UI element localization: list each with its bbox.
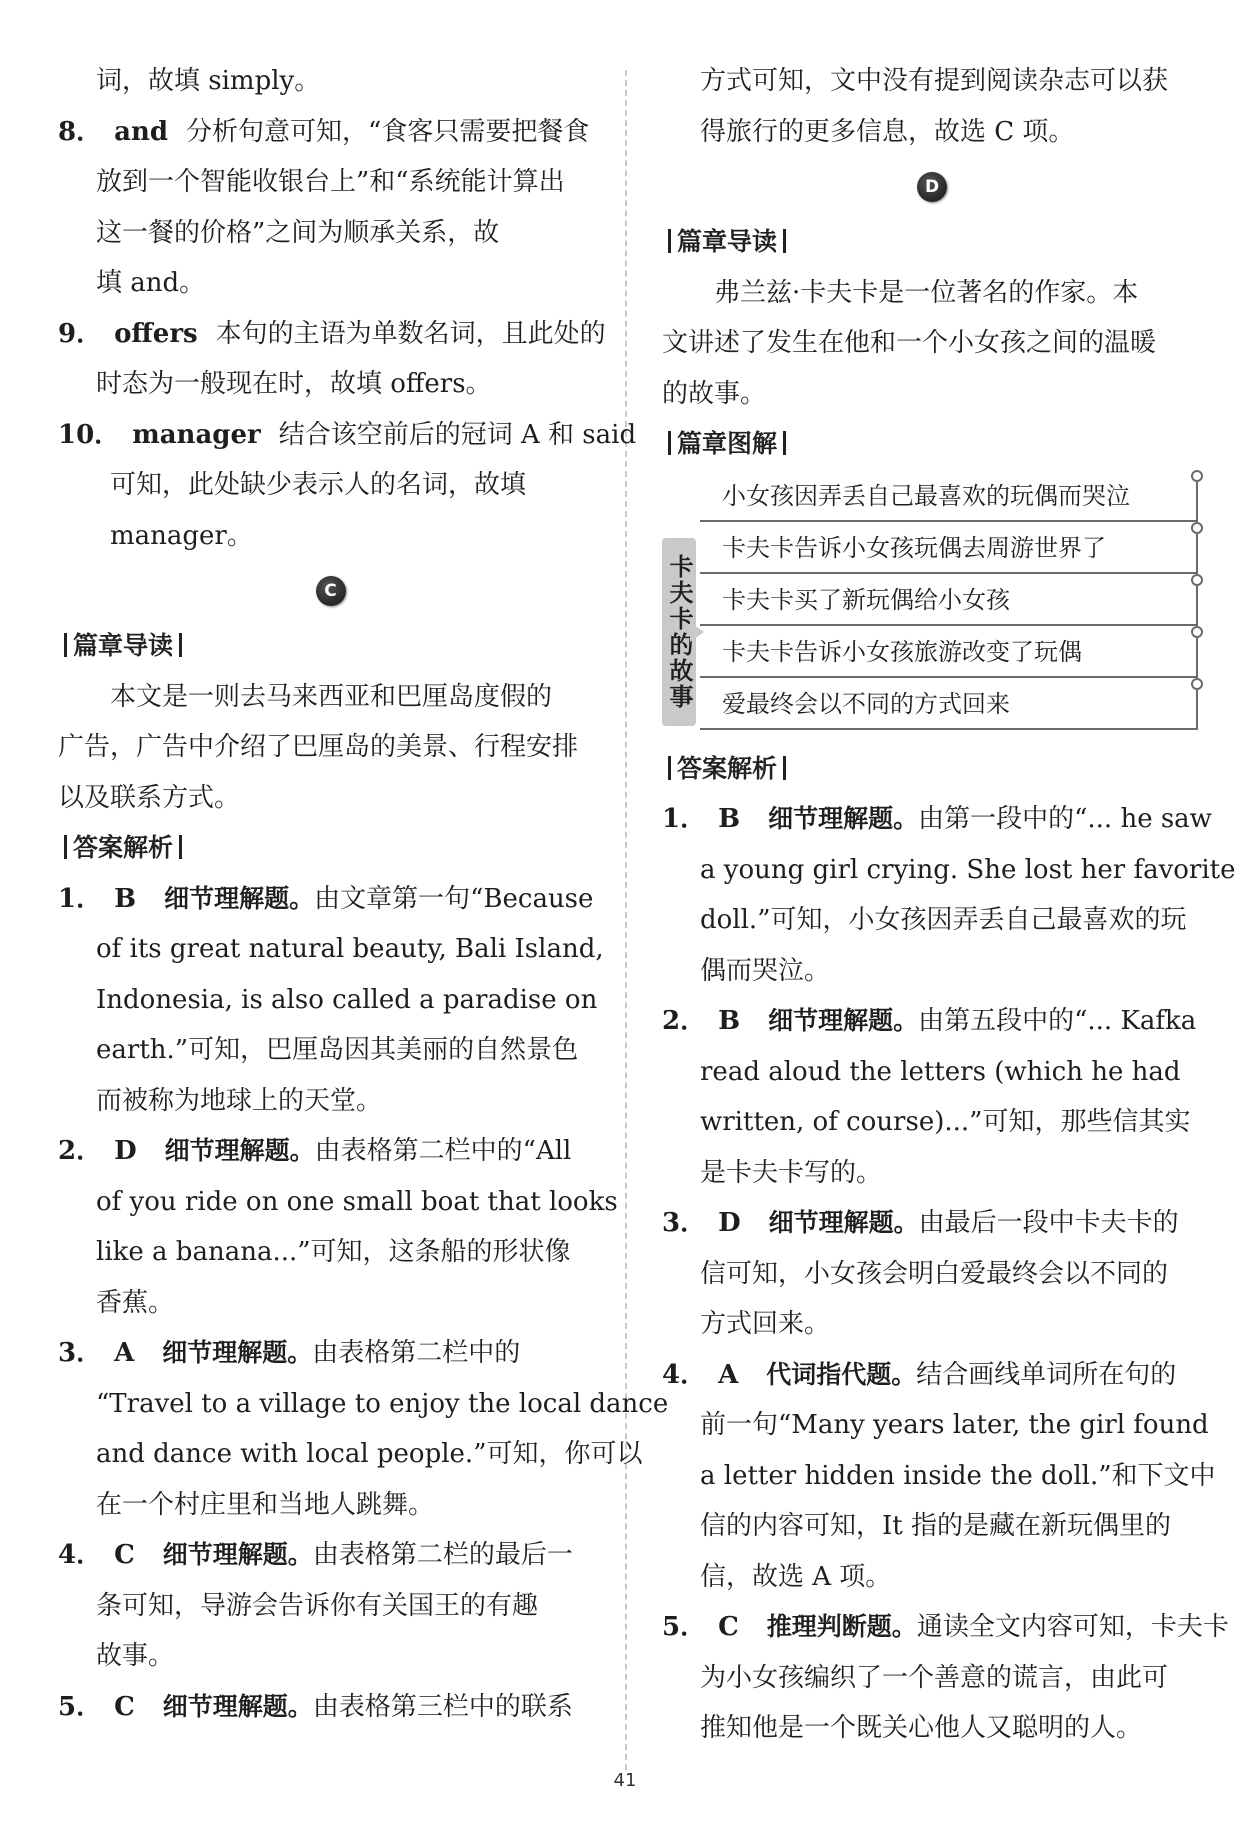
text-line: 由第一段中的“... he saw <box>918 804 1212 834</box>
answer-item-1 <box>58 874 603 1127</box>
answer-item-3 <box>662 1198 1202 1350</box>
diagram-step: 卡夫卡告诉小女孩旅游改变了玩偶 <box>700 632 1198 678</box>
text-line: earth.”可知，巴厘岛因其美丽的自然景色 <box>96 1035 579 1065</box>
text-line: Indonesia, is also called a paradise on <box>96 984 598 1015</box>
text-line: of its great natural beauty, Bali Island, <box>96 934 604 964</box>
answer-letter: A <box>718 1359 739 1390</box>
text-line: 偶而哭泣。 <box>700 955 831 986</box>
item-number: 5． <box>58 1691 103 1722</box>
answer-letter: C <box>114 1691 135 1722</box>
answer-item-1 <box>662 794 1236 996</box>
diagram-step: 小女孩因弄丢自己最喜欢的玩偶而哭泣 <box>700 476 1198 522</box>
item-number: 4． <box>662 1359 707 1390</box>
badge-letter: C <box>316 576 346 606</box>
text-line: 结合该空前后的冠词 A 和 said <box>278 419 637 450</box>
text-line: 时态为一般现在时，故填 offers。 <box>96 369 492 399</box>
text-line: 信的内容可知，It 指的是藏在新玩偶里的 <box>700 1511 1171 1541</box>
answer-item-2 <box>662 996 1202 1198</box>
text-line: 在一个村庄里和当地人跳舞。 <box>96 1489 435 1520</box>
text-line: “Travel to a village to enjoy the local dance <box>96 1388 669 1419</box>
question-type: 细节理解题。 <box>164 1136 315 1165</box>
item-number: 3． <box>58 1338 103 1368</box>
answer-letter: C <box>114 1540 135 1570</box>
text-line: read aloud the letters (which he had <box>700 1056 1181 1087</box>
answer-letter: B <box>718 804 741 834</box>
text-line: 是卡夫卡写的。 <box>700 1157 883 1188</box>
text-line: 由最后一段中卡夫卡的 <box>918 1208 1179 1238</box>
answer-item-9 <box>58 309 606 410</box>
answer-letter: B <box>114 883 137 914</box>
item-number: 8． <box>58 116 103 147</box>
text-line: 分析句意可知，“食客只需要把餐食 <box>186 116 590 147</box>
text-line: 本文是一则去马来西亚和巴厘岛度假的 <box>110 681 553 712</box>
text-line: 可知，此处缺少表示人的名词，故填 <box>110 470 527 500</box>
answer-letter: B <box>718 1006 741 1036</box>
text-line: 前一句“Many years later, the girl found <box>700 1410 1209 1440</box>
question-type: 细节理解题。 <box>768 1208 919 1237</box>
text-line: 信可知，小女孩会明白爱最终会以不同的 <box>700 1258 1169 1289</box>
text-line: 由表格第二栏中的 <box>312 1338 521 1368</box>
answer-item-4 <box>662 1350 1216 1603</box>
question-type: 细节理解题。 <box>164 883 315 913</box>
section-badge-c <box>58 561 603 621</box>
page-number: 41 <box>613 1770 637 1791</box>
item-number: 4． <box>58 1540 103 1570</box>
text-line: 香蕉。 <box>96 1287 175 1318</box>
text-line: 广告，广告中介绍了巴厘岛的美景、行程安排 <box>58 732 579 762</box>
item-number: 2． <box>662 1006 707 1036</box>
text-line: 由表格第三栏中的联系 <box>312 1691 573 1722</box>
diagram-title: 卡夫卡的故事 <box>662 538 696 726</box>
answer-item-10 <box>58 410 637 562</box>
text-line: 文讲述了发生在他和一个小女孩之间的温暖 <box>662 328 1157 358</box>
text-line: 而被称为地球上的天堂。 <box>96 1085 383 1116</box>
answer-item-4 <box>58 1530 603 1682</box>
item-number: 2． <box>58 1136 103 1166</box>
text-line: a letter hidden inside the doll.”和下文中 <box>700 1460 1216 1491</box>
question-type: 代词指代题。 <box>766 1359 917 1389</box>
diagram-step: 卡夫卡买了新玩偶给小女孩 <box>700 580 1198 626</box>
item-number: 1． <box>58 883 103 914</box>
answer-item-3 <box>58 1328 669 1530</box>
text-line: 以及联系方式。 <box>58 782 241 813</box>
section-heading: 篇章图解 <box>662 419 1202 470</box>
text-line: of you ride on one small boat that looks <box>96 1186 618 1217</box>
text-line: 弗兰兹·卡夫卡是一位著名的作家。本 <box>714 277 1139 308</box>
text-line: 故事。 <box>96 1641 175 1671</box>
section-heading: 篇章导读 <box>662 217 1202 268</box>
answer-word: and <box>114 116 169 147</box>
answer-item-5 <box>662 1602 1229 1754</box>
answer-item-5 <box>58 1682 603 1733</box>
text-line: written, of course)...”可知，那些信其实 <box>700 1107 1191 1137</box>
text-line: like a banana...”可知，这条船的形状像 <box>96 1237 571 1267</box>
text-line: 方式可知，文中没有提到阅读杂志可以获 <box>700 66 1169 96</box>
answer-word: offers <box>114 318 198 349</box>
text-line: 为小女孩编织了一个善意的谎言，由此可 <box>700 1662 1169 1693</box>
text-line: a young girl crying. She lost her favorite <box>700 854 1236 885</box>
answer-word: manager <box>132 419 261 450</box>
item-number: 3． <box>662 1208 707 1238</box>
question-type: 细节理解题。 <box>768 1006 919 1035</box>
text-line: 词，故填 simply。 <box>96 66 321 96</box>
text-line: 推知他是一个既关心他人又聪明的人。 <box>700 1713 1143 1743</box>
section-heading: 答案解析 <box>662 744 1202 795</box>
text-line: doll.”可知，小女孩因弄丢自己最喜欢的玩 <box>700 905 1187 935</box>
column-divider <box>625 70 627 1770</box>
text-line: 信，故选 A 项。 <box>700 1561 892 1592</box>
answer-item-8 <box>58 107 603 309</box>
item-number: 5． <box>662 1612 707 1642</box>
section-heading: 答案解析 <box>58 823 603 874</box>
section-heading: 篇章导读 <box>58 621 603 672</box>
item-number: 1． <box>662 804 707 834</box>
answer-letter: C <box>718 1612 739 1642</box>
item-number: 10． <box>58 419 121 450</box>
text-line: 的故事。 <box>662 378 767 409</box>
text-line: 由文章第一句“Because <box>314 883 594 914</box>
text-line: 由第五段中的“... Kafka <box>918 1006 1197 1036</box>
text-line: 填 and。 <box>96 268 206 298</box>
question-type: 细节理解题。 <box>768 804 919 833</box>
diagram-step: 卡夫卡告诉小女孩玩偶去周游世界了 <box>700 528 1198 574</box>
answer-letter: D <box>114 1136 137 1166</box>
text-line: 本句的主语为单数名词，且此处的 <box>215 318 606 349</box>
text-line: 这一餐的价格”之间为顺承关系，故 <box>96 217 500 248</box>
question-type: 推理判断题。 <box>766 1612 917 1641</box>
right-column <box>662 56 1236 1754</box>
text-line: 结合画线单词所在句的 <box>916 1359 1177 1390</box>
text-line: manager。 <box>110 520 253 551</box>
question-type: 细节理解题。 <box>162 1338 313 1367</box>
text-line: 由表格第二栏的最后一 <box>312 1540 573 1570</box>
text-line: 放到一个智能收银台上”和“系统能计算出 <box>96 167 565 197</box>
answer-letter: D <box>718 1208 741 1238</box>
badge-letter: D <box>917 172 947 202</box>
text-line: 条可知，导游会告诉你有关国王的有趣 <box>96 1590 539 1621</box>
answer-letter: A <box>114 1338 135 1368</box>
item-number: 9． <box>58 318 103 349</box>
text-line: 方式回来。 <box>700 1309 831 1339</box>
section-badge-d <box>662 157 1202 217</box>
left-column <box>58 56 669 1732</box>
question-type: 细节理解题。 <box>162 1691 313 1721</box>
text-line: 得旅行的更多信息，故选 C 项。 <box>700 116 1075 147</box>
text-line: 通读全文内容可知，卡夫卡 <box>916 1612 1229 1642</box>
question-type: 细节理解题。 <box>162 1540 313 1569</box>
text-line: 由表格第二栏中的“All <box>314 1136 572 1166</box>
diagram-step: 爱最终会以不同的方式回来 <box>700 684 1198 730</box>
answer-item-2 <box>58 1126 618 1328</box>
text-line: and dance with local people.”可知，你可以 <box>96 1439 643 1469</box>
story-diagram <box>662 474 1202 736</box>
